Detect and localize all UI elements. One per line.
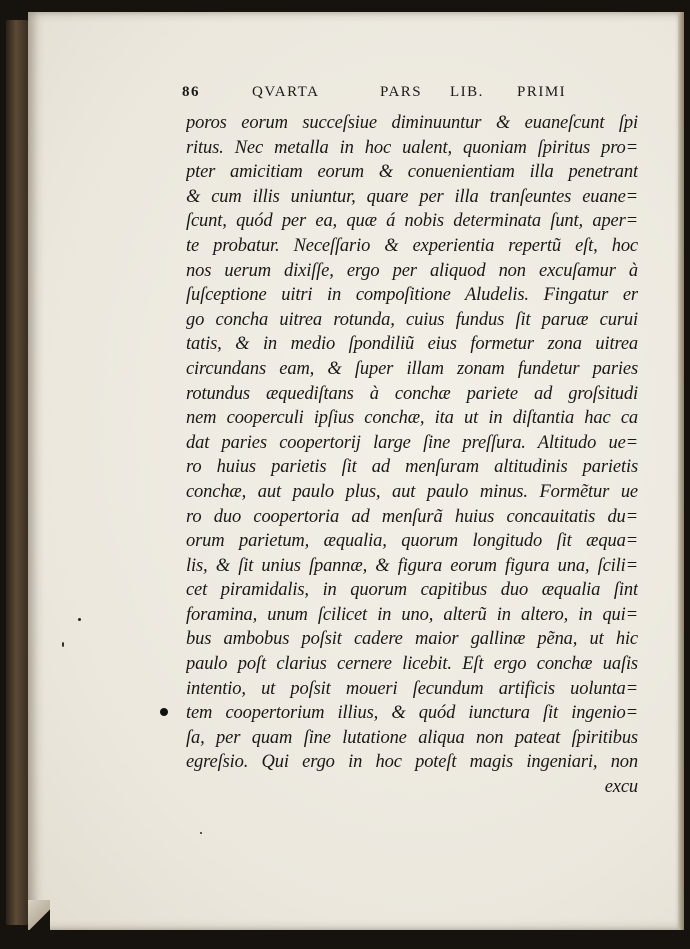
text-line: bus ambobus poſsit cadere maior gallinæ pẽna, ut hic — [186, 629, 638, 650]
running-title-word: LIB. — [450, 84, 484, 100]
page-edge — [678, 12, 684, 930]
text-line: tatis, & in medio ſpondiliũ eius formetur zona uitrea — [186, 334, 638, 355]
text-line: intentio, ut poſsit moueri ſecundum artificis uolunta= — [186, 678, 638, 699]
text-line: nos uerum dixiſſe, ergo per aliquod non excuſamur à — [186, 260, 638, 281]
text-line: rotundus æquediſtans à conchæ pariete ad groſsitudi — [186, 383, 638, 404]
text-line: pter amicitiam eorum & conuenientiam illa penetrant — [186, 162, 638, 183]
book-spine — [6, 20, 28, 925]
text-line: conchæ, aut paulo plus, aut paulo minus. Formẽtur ue — [186, 481, 638, 502]
text-line: poros eorum succeſsiue diminuuntur & euaneſcunt ſpi — [186, 113, 638, 133]
paper-speck — [200, 832, 202, 834]
text-line: cet piramidalis, in quorum capitibus duo æqualia ſint — [186, 580, 638, 601]
text-line: ſa, per quam ſine lutatione aliqua non pateat ſpiritibus — [186, 727, 638, 748]
text-line: & cum illis uniuntur, quare per illa tranſeuntes euane= — [186, 186, 638, 207]
text-line: ſuſceptione uitri in compoſitione Aludelis. Fingatur er — [186, 285, 638, 306]
running-title-word: PRIMI — [517, 84, 567, 100]
running-title-word: PARS — [380, 84, 423, 100]
folded-corner — [28, 900, 50, 930]
text-line: dat paries coopertorij large ſine preſſura. Altitudo ue= — [186, 432, 638, 453]
text-line: ro duo coopertoria ad menſurã huius concauitatis du= — [186, 506, 638, 527]
text-line: go concha uitrea rotunda, cuius fundus ſit paruæ curui — [186, 309, 638, 330]
text-line: tem coopertorium illius, & quód iunctura ſit ingenio= — [186, 703, 638, 724]
text-line: te probatur. Neceſſario & experientia repertũ eſt, hoc — [186, 235, 638, 256]
text-line: egreſsio. Qui ergo in hoc poteſt magis ingeniari, non — [186, 752, 638, 773]
text-line: ſcunt, quód per ea, quæ á nobis determinata ſunt, aper= — [186, 211, 638, 232]
text-line: nem cooperculi ipſius conchæ, ita ut in diſtantia hac ca — [186, 408, 638, 429]
catchword: excu — [604, 777, 638, 798]
text-line: orum parietum, æqualia, quorum longitudo ſit æqua= — [186, 531, 638, 552]
running-title-word: QVARTA — [252, 84, 320, 100]
text-line: ro huius parietis ſit ad menſuram altitudinis parietis — [186, 457, 638, 478]
page-number: 86 — [182, 84, 200, 100]
text-line: lis, & ſit unius ſpannæ, & figura eorum figura una, ſcili= — [186, 555, 638, 576]
margin-bullet-mark — [160, 708, 168, 716]
body-text — [186, 111, 644, 800]
text-line: foramina, unum ſcilicet in uno, alterũ in altero, in qui= — [186, 604, 638, 625]
text-line: paulo poſt clarius cernere licebit. Eſt ergo conchæ uaſis — [186, 654, 638, 675]
paper-speck — [62, 642, 64, 647]
paper-speck — [78, 618, 81, 621]
text-line: circundans eam, & ſuper illam zonam fundetur paries — [186, 358, 638, 379]
text-line: ritus. Nec metalla in hoc ualent, quoniam ſpiritus pro= — [186, 137, 638, 158]
